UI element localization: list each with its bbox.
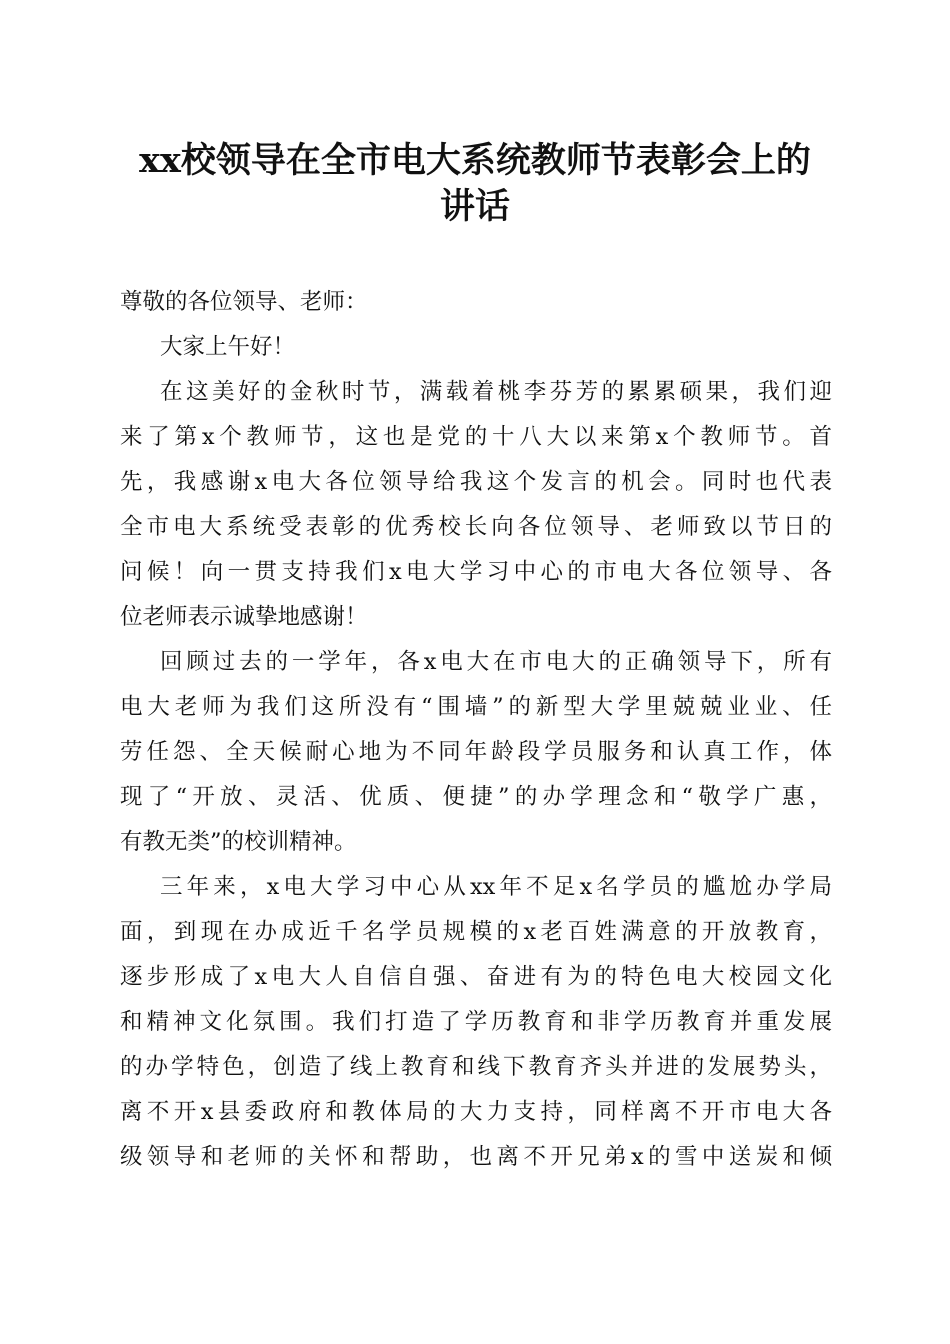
paragraph-line: 离不开x县委政府和教体局的大力支持，同样离不开市电大各 <box>120 1099 832 1125</box>
paragraph-line: 来了第x个教师节，这也是党的十八大以来第x个教师节。首 <box>120 424 832 450</box>
paragraph-line: 现了“开放、灵活、优质、便捷”的办学理念和“敬学广惠， <box>120 784 832 810</box>
paragraph-line: 问候！向一贯支持我们x电大学习中心的市电大各位领导、各 <box>120 559 832 585</box>
paragraph-line: 劳任怨、全天候耐心地为不同年龄段学员服务和认真工作，体 <box>120 739 832 765</box>
paragraph-line: 先，我感谢x电大各位领导给我这个发言的机会。同时也代表 <box>120 469 832 495</box>
paragraph-line: 面，到现在办成近千名学员规模的x老百姓满意的开放教育， <box>120 919 832 945</box>
paragraph-line: 逐步形成了x电大人自信自强、奋进有为的特色电大校园文化 <box>120 964 832 990</box>
paragraph-line: 在这美好的金秋时节，满载着桃李芬芳的累累硕果，我们迎 <box>160 379 832 405</box>
paragraph-line: 电大老师为我们这所没有“围墙”的新型大学里兢兢业业、任 <box>120 694 832 720</box>
paragraph-line: 三年来，x电大学习中心从xx年不足x名学员的尴尬办学局 <box>160 874 832 900</box>
document-body <box>120 280 832 1180</box>
greeting: 大家上午好！ <box>160 334 296 360</box>
document-title <box>110 138 840 230</box>
salutation: 尊敬的各位领导、老师： <box>120 289 368 315</box>
paragraph-line: 回顾过去的一学年，各x电大在市电大的正确领导下，所有 <box>160 649 832 675</box>
paragraph-line: 位老师表示诚挚地感谢！ <box>120 604 368 630</box>
title-line: 讲话 <box>439 186 510 227</box>
paragraph-line: 和精神文化氛围。我们打造了学历教育和非学历教育并重发展 <box>120 1009 832 1035</box>
paragraph-line: 全市电大系统受表彰的优秀校长向各位领导、老师致以节日的 <box>120 514 832 540</box>
paragraph-line: 的办学特色，创造了线上教育和线下教育齐头并进的发展势头， <box>120 1054 832 1080</box>
title-line: xx校领导在全市电大系统教师节表彰会上的 <box>139 140 811 181</box>
paragraph-line: 有教无类”的校训精神。 <box>120 829 357 855</box>
paragraph-line: 级领导和老师的关怀和帮助，也离不开兄弟x的雪中送炭和倾 <box>120 1144 832 1170</box>
